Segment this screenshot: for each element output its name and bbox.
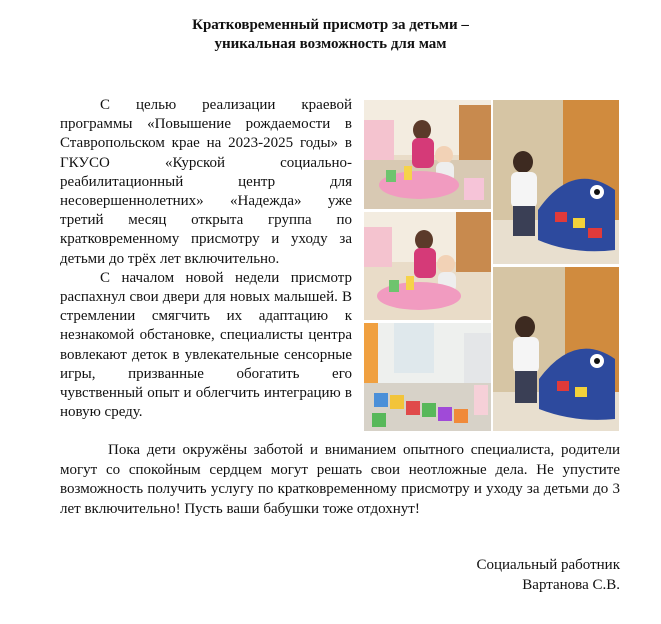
signature-block	[476, 555, 620, 595]
article-body-bottom	[60, 441, 620, 519]
article-title	[0, 16, 661, 54]
photo-collage	[364, 100, 619, 431]
paragraph-1: С целью реализации краевой программы «Повышение рождаемости в Ставропольском крае на 2023-2025 годы» в ГКУСО «Курской социально-реабилитационный центр для несовершеннолетних» «Надежда» уже третий месяц открыта группа по кратковременному присмотру и уходу за детьми до трёх лет включительно.	[60, 97, 352, 267]
photo-boy-fish-toy-1	[493, 100, 619, 264]
photo-woman-baby-2	[364, 212, 491, 320]
photo-boy-fish-toy-2	[493, 267, 619, 431]
signature-position: Социальный работник	[476, 557, 620, 573]
title-line-2: уникальная возможность для мам	[214, 36, 447, 52]
signature-name: Вартанова С.В.	[522, 577, 620, 593]
article-body-left	[60, 96, 352, 422]
photo-sensory-room	[364, 323, 491, 431]
photo-woman-baby-1	[364, 100, 491, 209]
paragraph-3: Пока дети окружёны заботой и вниманием опытного специалиста, родители могут со спокойным сердцем могут решать свои неотложные дела. Не упустите возможность получить услугу по кратковременному присмотру и уходу за детьми до 3 лет включительно! Пусть ваши бабушки тоже отдохнут!	[60, 442, 620, 517]
title-line-1: Кратковременный присмотр за детьми –	[192, 17, 469, 33]
paragraph-2: С началом новой недели присмотр распахнул свои двери для новых малышей. В стремлении смягчить их адаптацию к незнакомой обстановке, специалисты центра вовлекают деток в увлекательные сенсорные игры, призванные обогатить его чувственный опыт и облегчить интеграцию в новую среду.	[60, 269, 352, 421]
